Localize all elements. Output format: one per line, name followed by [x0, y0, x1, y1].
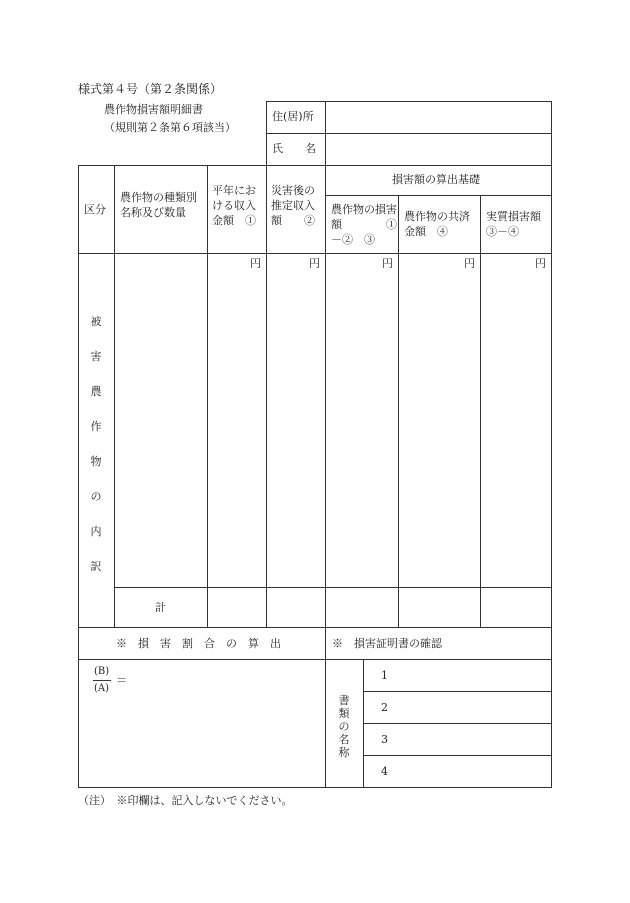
doc-row-number: 3 [381, 733, 388, 746]
unit-actual-damage: 円 [535, 257, 546, 270]
unit-crop-damage: 円 [382, 257, 393, 270]
header-crop-damage: 農作物の損害額 ①－② ③ [331, 203, 397, 246]
unit-post-disaster: 円 [309, 257, 320, 270]
total-label: 計 [155, 601, 166, 614]
form-title: 農作物損害額明細書 [104, 103, 203, 116]
form-subtitle: （規則第２条第６項該当） [104, 121, 236, 134]
doc-row-number: 1 [381, 669, 388, 682]
address-label: 住(居)所 [272, 110, 314, 123]
doc-name-char: 名 [338, 733, 350, 746]
doc-name-char: の [338, 720, 350, 733]
row-label-char: 内 [90, 525, 102, 538]
header-crop-type: 農作物の種類別名称及び数量 [120, 191, 197, 219]
name-label: 氏 名 [272, 142, 316, 155]
form-number: 様式第４号（第２条関係） [78, 82, 223, 96]
row-label-char: の [90, 490, 102, 503]
header-mutual-aid: 農作物の共済金額 ④ [404, 210, 470, 238]
doc-row-number: 2 [381, 701, 388, 714]
ratio-equals: ＝ [116, 674, 127, 687]
row-label-char: 物 [90, 455, 102, 468]
row-label-char: 作 [90, 420, 102, 433]
header-basis-group: 損害額の算出基礎 [392, 173, 480, 186]
doc-name-char: 書 [338, 694, 350, 707]
footnote: （注） ※印欄は、記入しないでください。 [78, 794, 293, 807]
ratio-denominator: (A) [94, 683, 110, 694]
header-normal-income: 平年における収入金額 ① [212, 184, 256, 227]
cert-title: ※ 損害証明書の確認 [332, 637, 442, 650]
header-category: 区分 [84, 203, 106, 216]
doc-row-number: 4 [381, 765, 388, 778]
unit-mutual-aid: 円 [464, 257, 475, 270]
ratio-numerator: (B) [94, 666, 110, 677]
ratio-title: ※ 損 害 割 合 の 算 出 [116, 637, 281, 650]
row-label-char: 訳 [90, 560, 102, 573]
row-label-char: 農 [90, 385, 102, 398]
row-label-char: 被 [90, 315, 102, 328]
unit-normal-income: 円 [250, 257, 261, 270]
header-post-disaster-income: 災害後の推定収入額 ② [271, 184, 315, 227]
row-label-char: 害 [90, 350, 102, 363]
doc-name-char: 称 [338, 746, 350, 759]
doc-name-char: 類 [338, 707, 350, 720]
header-actual-damage: 実質損害額③－④ [486, 210, 541, 238]
